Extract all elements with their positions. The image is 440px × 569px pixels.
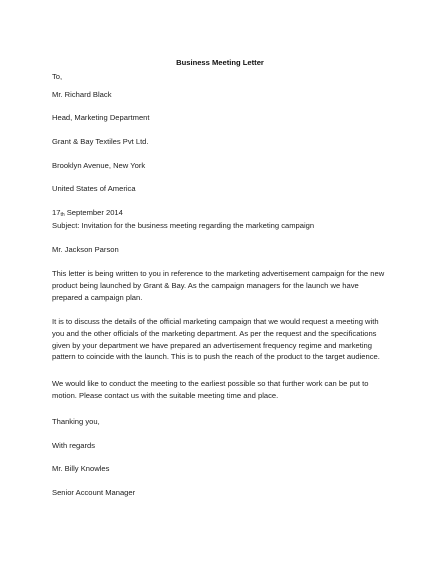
closing-thanks: Thanking you, (52, 417, 100, 426)
date-rest: September 2014 (64, 208, 123, 217)
paragraph-1 (52, 268, 392, 303)
paragraph-2-line: given by your department we have prepared an advertisement frequency regime and marketing (52, 340, 372, 350)
date-day: 17 (52, 208, 61, 217)
paragraph-1-line: This letter is being written to you in reference to the marketing advertisement campaign for the new (52, 269, 385, 278)
paragraph-2-line: pattern to coincide with the launch. This is to push the reach of the product to the target audience. (52, 352, 380, 362)
salutation-to: To, (52, 72, 63, 81)
recipient-company: Grant & Bay Textiles Pvt Ltd. (52, 137, 149, 146)
date-suffix: th (60, 212, 65, 218)
document-title: Business Meeting Letter (176, 58, 264, 67)
paragraph-3-line: We would like to conduct the meeting to the earliest possible so that further work can be put to (52, 379, 369, 388)
paragraph-1-line: product being launched by Grant & Bay. As the campaign managers for the launch we have (52, 280, 359, 290)
letter-date (52, 208, 123, 219)
paragraph-2-line: It is to discuss the details of the official marketing campaign that we would request a meeting with (52, 317, 379, 326)
addressee-name: Mr. Jackson Parson (52, 245, 119, 254)
paragraph-3-line: motion. Please contact us with the suitable meeting time and place. (52, 390, 279, 400)
recipient-street: Brooklyn Avenue, New York (52, 161, 146, 170)
letter-subject: Subject: Invitation for the business meeting regarding the marketing campaign (52, 221, 315, 230)
recipient-title: Head, Marketing Department (52, 113, 150, 122)
sender-name: Mr. Billy Knowles (52, 464, 110, 473)
closing-regards: With regards (52, 441, 96, 450)
paragraph-2 (52, 316, 392, 363)
recipient-country: United States of America (52, 184, 136, 193)
paragraph-1-line: prepared a campaign plan. (52, 292, 143, 302)
paragraph-3 (52, 378, 392, 402)
paragraph-2-line: you and the other officials of the marketing department. As per the request and the specifications (52, 328, 377, 338)
sender-title: Senior Account Manager (52, 488, 136, 497)
recipient-name: Mr. Richard Black (52, 90, 112, 99)
